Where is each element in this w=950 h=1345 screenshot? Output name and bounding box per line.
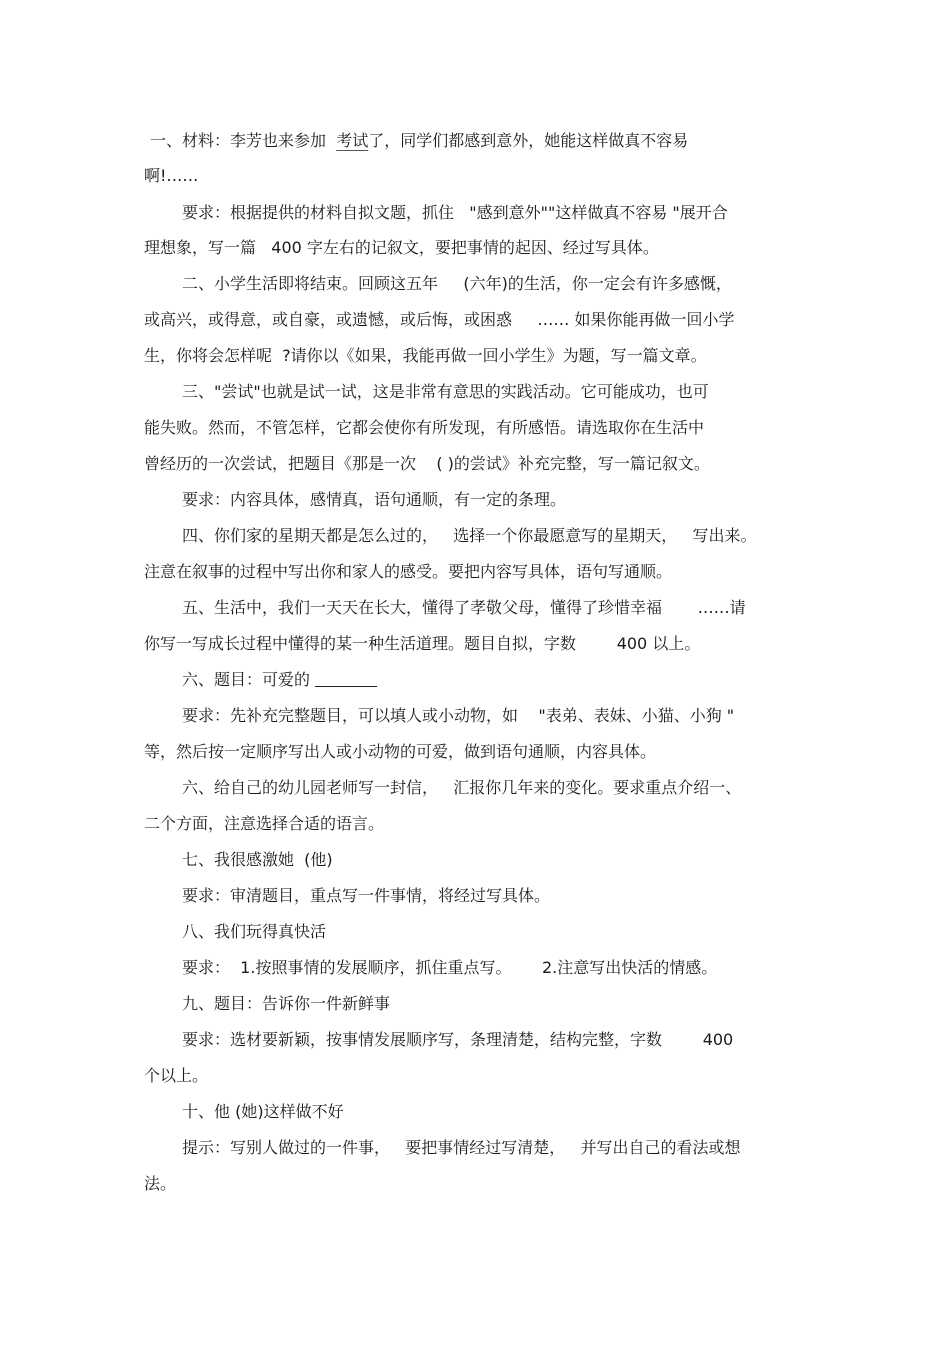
text-line: 要求： 1.按照事情的发展顺序，抓住重点写。 2.注意写出快活的情感。	[182, 958, 718, 977]
text-line: 四、你们家的星期天都是怎么过的， 选择一个你最愿意写的星期天， 写出来。	[182, 526, 757, 545]
text-line: 等，然后按一定顺序写出人或小动物的可爱，做到语句通顺，内容具体。	[144, 742, 657, 761]
text-line	[150, 130, 688, 152]
text-segment: 一、材料：李芳也来参加	[150, 131, 337, 150]
text-line: 曾经历的一次尝试，把题目《那是一次 ( )的尝试》补充完整，写一篇记叙文。	[144, 454, 710, 473]
fill-in-blank	[315, 670, 377, 687]
text-line: 注意在叙事的过程中写出你和家人的感受。要把内容写具体，语句写通顺。	[144, 562, 673, 581]
text-line: 六、给自己的幼儿园老师写一封信， 汇报你几年来的变化。要求重点介绍一、	[182, 778, 742, 797]
text-line: 要求：选材要新颖，按事情发展顺序写，条理清楚，结构完整，字数 400	[182, 1030, 734, 1049]
text-line: 二个方面，注意选择合适的语言。	[144, 814, 385, 833]
text-segment: 六、题目：可爱的	[182, 670, 316, 689]
text-line: 五、生活中，我们一天天在长大，懂得了孝敬父母，懂得了珍惜幸福 ……请	[182, 598, 746, 617]
underlined-word: 考试	[336, 131, 369, 150]
text-line: 能失败。然而，不管怎样，它都会使你有所发现，有所感悟。请选取你在生活中	[144, 418, 705, 437]
text-line: 你写一写成长过程中懂得的某一种生活道理。题目自拟，字数 400 以上。	[144, 634, 701, 653]
text-line: 理想象，写一篇 400 字左右的记叙文，要把事情的起因、经过写具体。	[144, 238, 659, 257]
text-line: 啊!……	[144, 166, 199, 185]
text-line: 八、我们玩得真快活	[182, 922, 327, 941]
text-segment: 了，同学们都感到意外，她能这样做真不容易	[368, 131, 689, 150]
text-line: 要求：审清题目，重点写一件事情，将经过写具体。	[182, 886, 551, 905]
text-line: 要求：先补充完整题目，可以填人或小动物，如 "表弟、表妹、小猫、小狗 "	[182, 706, 735, 725]
text-line: 要求：内容具体，感情真，语句通顺，有一定的条理。	[182, 490, 567, 509]
text-line: 三、"尝试"也就是试一试，这是非常有意思的实践活动。它可能成功，也可	[182, 382, 709, 401]
text-line: 二、小学生活即将结束。回顾这五年 (六年)的生活，你一定会有许多感慨，	[182, 274, 732, 293]
text-line: 或高兴，或得意，或自豪，或遗憾，或后悔，或困惑 …… 如果你能再做一回小学	[144, 310, 735, 329]
text-line: 十、他 (她)这样做不好	[182, 1102, 344, 1121]
text-line: 要求：根据提供的材料自拟文题，抓住 "感到意外""这样做真不容易 "展开合	[182, 203, 728, 222]
text-line: 七、我很感激她 (他)	[182, 850, 333, 869]
text-line: 提示：写别人做过的一件事， 要把事情经过写清楚， 并写出自己的看法或想	[182, 1138, 741, 1157]
text-line: 生，你将会怎样呢 ?请你以《如果，我能再做一回小学生》为题，写一篇文章。	[144, 346, 707, 365]
text-line: 九、题目：告诉你一件新鲜事	[182, 994, 391, 1013]
text-line: 法。	[144, 1174, 177, 1193]
text-line: 个以上。	[144, 1066, 209, 1085]
text-line	[182, 669, 377, 691]
